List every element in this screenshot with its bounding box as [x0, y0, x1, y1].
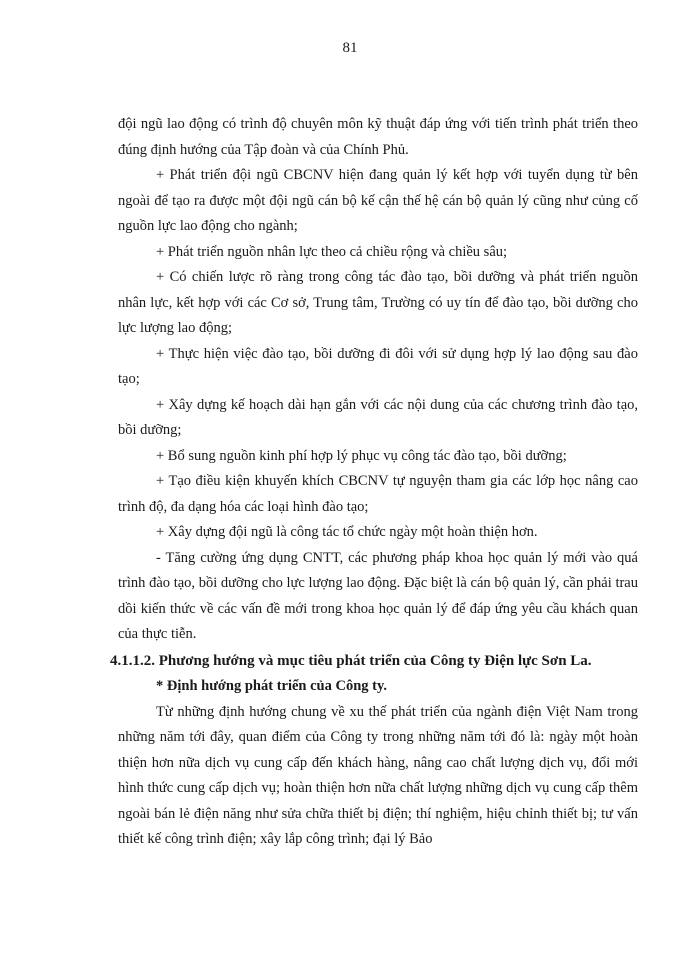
- bullet-item: + Phát triển đội ngũ CBCNV hiện đang quản lý kết hợp với tuyển dụng từ bên ngoài để tạo ra được một đội ngũ cán bộ kế cận thế hệ cán bộ quản lý cũng như củng cố nguồn lực lao động cho ngành;: [118, 167, 638, 234]
- paragraph: đội ngũ lao động có trình độ chuyên môn kỹ thuật đáp ứng với tiến trình phát triển theo đúng định hướng của Tập đoàn và của Chính Phủ.: [118, 116, 638, 158]
- bullet-item: + Xây dựng kế hoạch dài hạn gắn với các nội dung của các chương trình đào tạo, bồi dưỡng;: [118, 396, 638, 438]
- section-heading: 4.1.1.2. Phương hướng và mục tiêu phát triển của Công ty Điện lực Sơn La.: [110, 652, 592, 669]
- bullet-item: + Có chiến lược rõ ràng trong công tác đào tạo, bồi dưỡng và phát triển nguồn nhân lực, kết hợp với các Cơ sở, Trung tâm, Trường có uy tín để đào tạo, bồi dưỡng cho lực lượng lao động;: [118, 269, 638, 336]
- bullet-item: + Xây dựng đội ngũ là công tác tổ chức ngày một hoàn thiện hơn.: [156, 524, 538, 540]
- dash-item: - Tăng cường ứng dụng CNTT, các phương pháp khoa học quản lý mới vào quá trình đào tạo, bồi dưỡng cho lực lượng lao động. Đặc biệt là cán bộ quản lý, cần phải trau dồi kiến thức về các vấn đề mới trong khoa học quản lý để đáp ứng yêu cầu khách quan của thực tiễn.: [118, 549, 638, 642]
- page-number: 81: [342, 40, 358, 56]
- bullet-item: + Thực hiện việc đào tạo, bồi dưỡng đi đôi với sử dụng hợp lý lao động sau đào tạo;: [118, 345, 638, 387]
- bullet-item: + Phát triển nguồn nhân lực theo cả chiều rộng và chiều sâu;: [156, 243, 508, 260]
- document-body: [110, 112, 638, 853]
- paragraph: Từ những định hướng chung về xu thế phát triển của ngành điện Việt Nam trong những năm tới đây, quan điểm của Công ty trong những năm tới đó là: ngày một hoàn thiện hơn nữa dịch vụ cung cấp đến khách hàng, nâng cao chất lượng dịch vụ, đổi mới hình thức cung cấp dịch vụ; hoàn thiện hơn nữa chất lượng những dịch vụ cung cấp thêm ngoài bán lẻ điện năng như sửa chữa thiết bị điện; thí nghiệm, hiệu chỉnh thiết bị; tư vấn thiết kế công trình điện; xây lắp công trình; đại lý Bảo: [118, 703, 638, 847]
- sub-heading: * Định hướng phát triển của Công ty.: [156, 678, 388, 694]
- bullet-item: + Tạo điều kiện khuyến khích CBCNV tự nguyện tham gia các lớp học nâng cao trình độ, đa dạng hóa các loại hình đào tạo;: [118, 473, 638, 515]
- bullet-item: + Bổ sung nguồn kinh phí hợp lý phục vụ công tác đào tạo, bồi dưỡng;: [156, 447, 567, 464]
